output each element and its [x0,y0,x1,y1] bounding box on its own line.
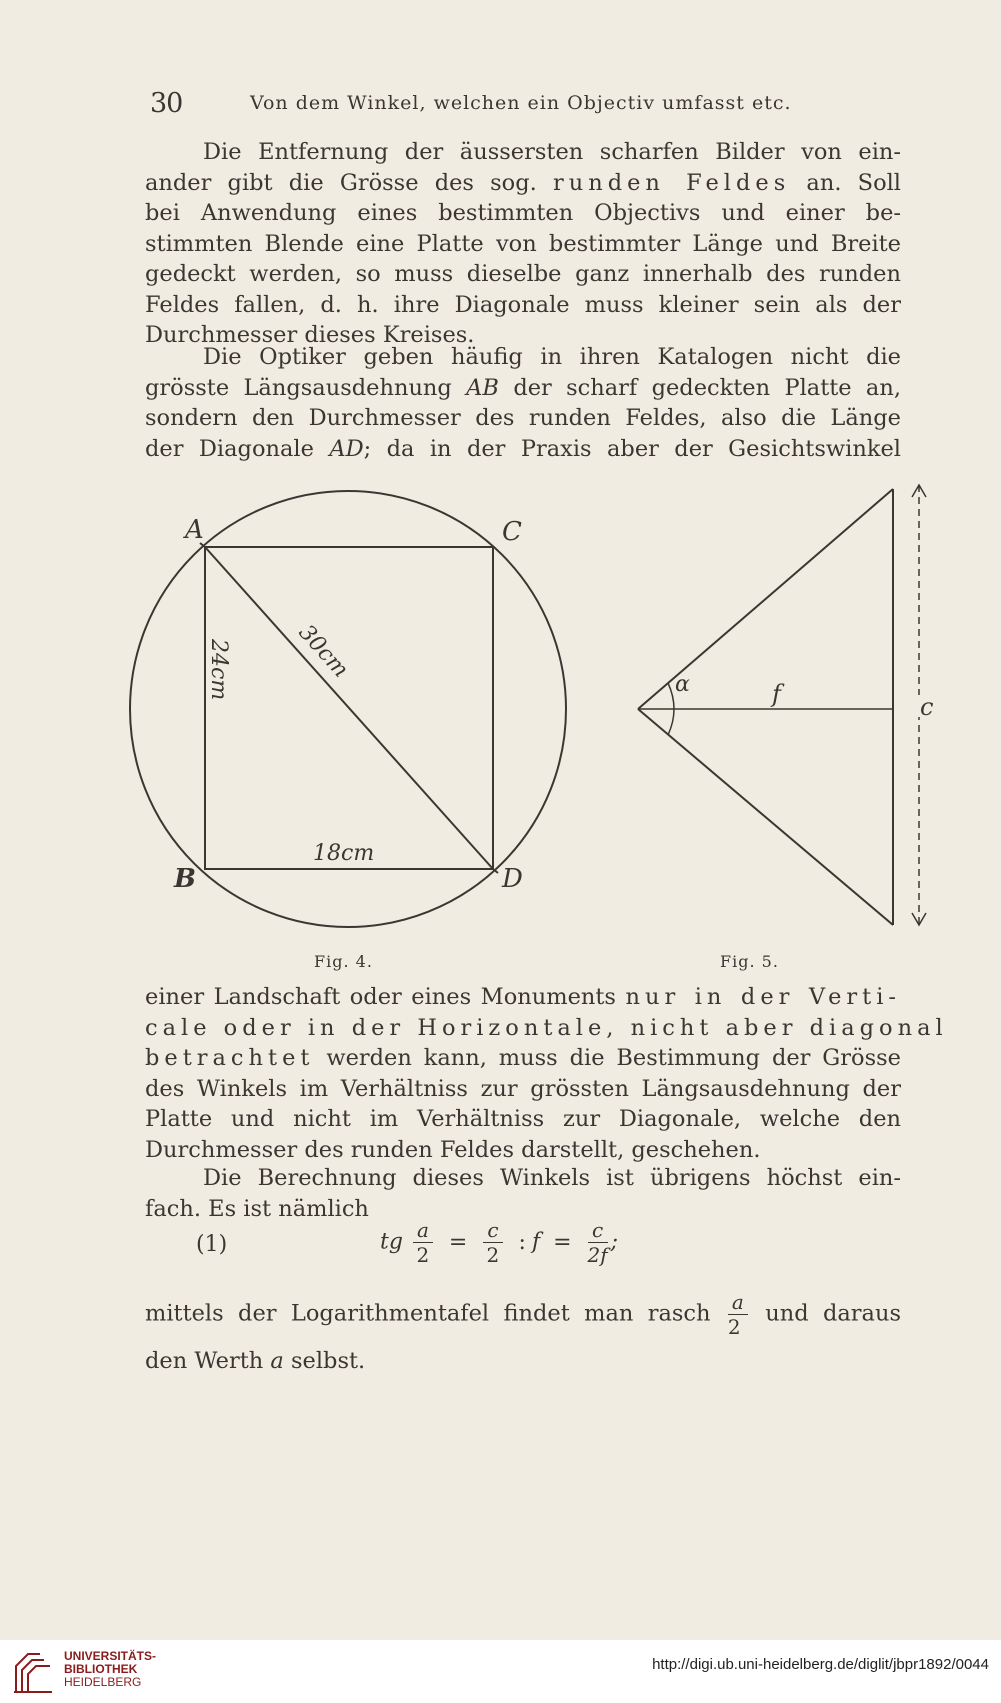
italic-symbol: AB [466,374,499,401]
text-line: Die Entfernung der äussersten scharfen Bilder von ein- [203,139,901,165]
paragraph-2 [145,342,901,464]
text-line: einer Landschaft oder eines Monuments nur in der Verti- [145,984,902,1010]
fraction-a-over-2-inline: $\frac{a}{2}$ [728,1290,748,1339]
text-line: Durchmesser dieses Kreises. [145,322,475,348]
fraction-c-over-2f: $\frac{c}{2f}$ [587,1218,608,1267]
text-line: mittels der Logarithmentafel findet man rasch $\frac{a}{2}$ und daraus [145,1290,901,1339]
c-dimension-label: c [920,693,934,721]
lower-ray [638,709,893,925]
text-line: Die Berechnung dieses Winkels ist übrigens höchst ein- [203,1165,901,1191]
figure-4-caption: Fig. 4. [314,952,373,971]
running-title: Von dem Winkel, welchen ein Objectiv umfasst etc. [250,92,792,114]
focal-length-label: f [772,680,781,708]
text-line: grösste Längsausdehnung AB der scharf gedeckten Platte an, [145,374,901,401]
text-line: betrachtet werden kann, muss die Bestimmung der Grösse [145,1045,901,1071]
vertex-label-b: B [174,864,196,894]
equation-1 [0,1218,1001,1278]
figure-diagrams [0,455,1001,985]
text-line: Feldes fallen, d. h. ihre Diagonale muss kleiner sein als der [145,291,901,318]
angle-alpha-label: α [675,672,690,697]
figures [0,455,1001,985]
vertex-label-a: A [185,515,204,545]
library-name: UNIVERSITÄTS- BIBLIOTHEK HEIDELBERG [64,1649,157,1689]
figure-5-caption: Fig. 5. [720,952,779,971]
page-number: 30 [150,88,183,119]
fraction-c-over-2: $\frac{c}{2}$ [483,1218,502,1267]
diagonal-length-label: 30cm [293,620,354,683]
paragraph-4 [145,1163,901,1224]
source-url-link[interactable]: http://digi.ub.uni-heidelberg.de/diglit/jbpr1892/0044 [652,1656,989,1673]
side-length-label: 24cm [206,639,231,701]
library-logo-icon [10,1646,56,1698]
vertex-label-d: D [502,864,523,894]
plate-diagonal [205,547,493,869]
text-line: ander gibt die Grösse des sog. runden Feldes an. Soll [145,169,902,196]
equation-number: (1) [196,1232,228,1257]
text-line: Platte und nicht im Verhältniss zur Diagonale, welche den [145,1106,901,1132]
spaced-emphasis: runden Feldes [552,169,791,196]
text-line: der Diagonale AD; da in der Praxis aber der Gesichtswinkel [145,435,901,462]
paragraph-5 [145,1290,901,1383]
figure-5 [638,485,926,925]
text-line: des Winkels im Verhältniss zur grössten Längsausdehnung der [145,1075,901,1102]
equation-formula: tg $\frac{a}{2}$ = $\frac{c}{2}$ : f = $\frac{c}{2f}$ ; [380,1218,619,1267]
fraction-a-over-2: $\frac{a}{2}$ [413,1218,433,1267]
text-line: Durchmesser des runden Feldes darstellt, geschehen. [145,1136,761,1163]
text-line: sondern den Durchmesser des runden Feldes, also die Länge [145,405,901,431]
text-line: stimmten Blende eine Platte von bestimmter Länge und Breite [145,230,901,257]
text-line: gedeckt werden, so muss dieselbe ganz innerhalb des runden [145,261,901,287]
italic-symbol: AD [329,435,364,462]
bottom-length-label: 18cm [313,841,375,866]
vertex-label-c: C [502,517,522,547]
text-line: cale oder in der Horizontale, nicht aber diagonal [145,1014,948,1041]
page-header [0,88,1001,118]
text-line: den Werth a selbst. [145,1348,366,1374]
paragraph-1 [145,137,901,351]
text-line: fach. Es ist nämlich [145,1195,369,1222]
paragraph-3 [145,982,948,1165]
library-footer [0,1640,1001,1703]
text-line: bei Anwendung eines bestimmten Objectivs und einer be- [145,200,901,226]
text-line: Die Optiker geben häufig in ihren Katalogen nicht die [203,344,901,370]
